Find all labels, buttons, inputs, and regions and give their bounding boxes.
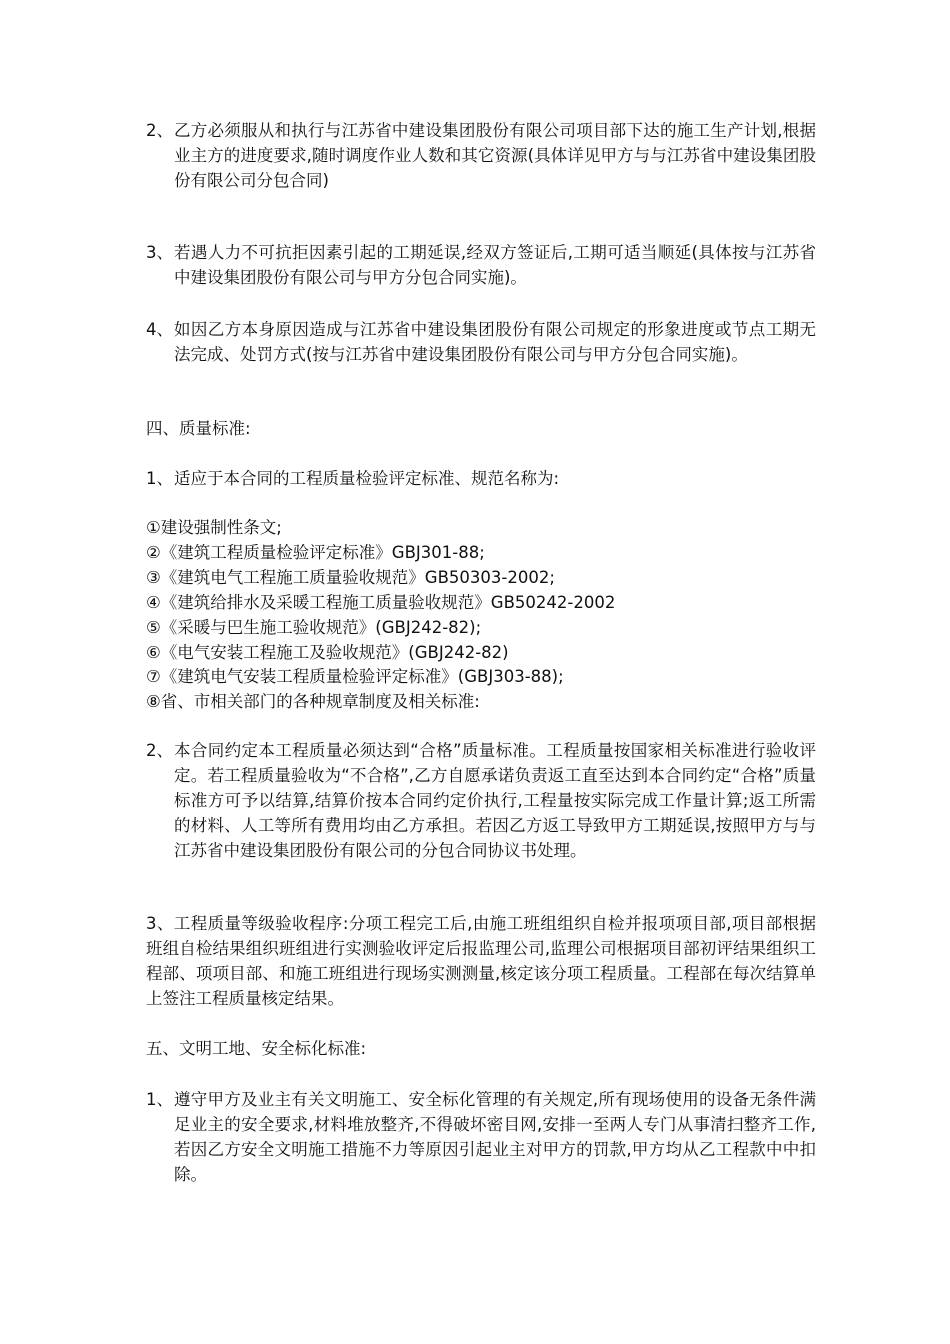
clause-number: 1、 [146, 469, 173, 488]
clause-text: 乙方必须服从和执行与江苏省中建设集团股份有限公司项目部下达的施工生产计划,根据业主方的进度要求,随时调度作业人数和其它资源(具体详见甲方与与江苏省中建设集团股份有限公司分包合同) [174, 121, 816, 190]
clause-number: 2、 [146, 741, 173, 760]
clause-number: 3、 [146, 243, 173, 262]
standard-item: ⑧省、市相关部门的各种规章制度及相关标准: [146, 692, 480, 711]
quality-clause-1 [146, 466, 816, 491]
clause-number: 4、 [146, 320, 173, 339]
clause-text: 遵守甲方及业主有关文明施工、安全标化管理的有关规定,所有现场使用的设备无条件满足业主的安全要求,材料堆放整齐,不得破坏密目网,安排一至两人专门从事清扫整齐工作,若因乙方安全文明施工措施不力等原因引起业主对甲方的罚款,甲方均从乙工程款中中扣除。 [174, 1090, 816, 1184]
quality-clause-3: 3、工程质量等级验收程序:分项工程完工后,由施工班组组织自检并报项项目部,项目部根据班组自检结果组织班组进行实测验收评定后报监理公司,监理公司根据项目部初评结果组织工程部、项项目部、和施工班组进行现场实测测量,核定该分项工程质量。工程部在每次结算单上签注工程质量核定结果。 [146, 914, 816, 1008]
standard-item: ③《建筑电气工程施工质量验收规范》GB50303-2002; [146, 568, 555, 587]
clause-4-penalty [146, 317, 816, 367]
clause-text: 若遇人力不可抗拒因素引起的工期延误,经双方签证后,工期可适当顺延(具体按与江苏省中建设集团股份有限公司与甲方分包合同实施)。 [174, 243, 816, 287]
standard-item: ④《建筑给排水及采暖工程施工质量验收规范》GB50242-2002 [146, 593, 616, 612]
standard-item: ⑤《采暖与巴生施工验收规范》(GBJ242-82); [146, 618, 482, 637]
clause-text: 本合同约定本工程质量必须达到“合格”质量标准。工程质量按国家相关标准进行验收评定。若工程质量验收为“不合格”,乙方自愿承诺负责返工直至达到本合同约定“合格”质量标准方可予以结算,结算价按本合同约定价执行,工程量按实际完成工作量计算;返工所需的材料、人工等所有费用均由乙方承担。若因乙方返工导致甲方工期延误,按照甲方与与江苏省中建设集团股份有限公司的分包合同协议书处理。 [174, 741, 816, 860]
section-heading-safety: 五、文明工地、安全标化标准: [146, 1039, 367, 1058]
standard-item: ②《建筑工程质量检验评定标准》GBJ301-88; [146, 543, 485, 562]
clause-2-schedule [146, 118, 816, 193]
section-heading-quality: 四、质量标准: [146, 419, 251, 438]
clause-text: 适应于本合同的工程质量检验评定标准、规范名称为: [174, 469, 560, 488]
clause-number: 1、 [146, 1090, 173, 1109]
clause-3-delay [146, 240, 816, 290]
standard-item: ⑦《建筑电气安装工程质量检验评定标准》(GBJ303-88); [146, 667, 564, 686]
clause-text: 如因乙方本身原因造成与江苏省中建设集团股份有限公司规定的形象进度或节点工期无法完成、处罚方式(按与江苏省中建设集团股份有限公司与甲方分包合同实施)。 [174, 320, 816, 364]
safety-clause-1 [146, 1087, 816, 1187]
standard-item: ①建设强制性条文; [146, 518, 282, 537]
quality-clause-2 [146, 738, 816, 863]
standard-item: ⑥《电气安装工程施工及验收规范》(GBJ242-82) [146, 643, 509, 662]
clause-number: 2、 [146, 121, 173, 140]
